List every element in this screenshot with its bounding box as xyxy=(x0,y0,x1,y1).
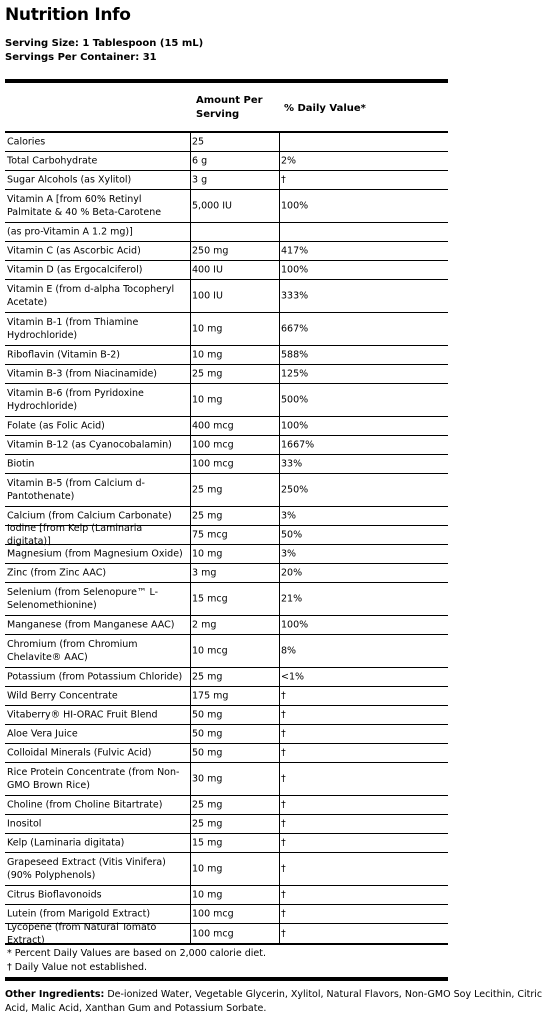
table-row xyxy=(5,687,448,706)
nutrient-daily-value: 500% xyxy=(281,394,309,406)
nutrient-name: Potassium (from Potassium Chloride) xyxy=(7,671,183,683)
amount-cell xyxy=(190,261,223,279)
nutrient-daily-value: † xyxy=(281,908,286,920)
daily-value-cell xyxy=(279,635,297,667)
nutrient-name: Kelp (Laminaria digitata) xyxy=(7,837,125,849)
daily-value-cell xyxy=(279,763,286,795)
nutrient-name: Magnesium (from Magnesium Oxide) xyxy=(7,548,183,560)
table-row xyxy=(5,921,448,946)
nutrient-daily-value: 417% xyxy=(281,245,309,257)
daily-value-cell xyxy=(279,346,309,364)
nutrient-name: Vitamin C (as Ascorbic Acid) xyxy=(7,245,141,257)
other-ingredients xyxy=(5,988,545,1016)
daily-value-cell xyxy=(279,886,286,904)
nutrient-amount: 10 mg xyxy=(192,349,223,361)
nutrient-daily-value: 1667% xyxy=(281,439,315,451)
nutrient-amount: 100 IU xyxy=(192,290,223,302)
amount-cell xyxy=(190,668,223,686)
table-row xyxy=(5,190,448,223)
nutrient-daily-value: 21% xyxy=(281,593,303,605)
nutrient-daily-value: 100% xyxy=(281,619,309,631)
nutrient-name: Zinc (from Zinc AAC) xyxy=(7,567,107,579)
table-row xyxy=(5,365,448,384)
nutrient-daily-value: 100% xyxy=(281,264,309,276)
table-row xyxy=(5,346,448,365)
amount-cell xyxy=(190,455,234,473)
table-row xyxy=(5,417,448,436)
nutrient-amount: 400 IU xyxy=(192,264,223,276)
footnote-daily-values: * Percent Daily Values are based on 2,000 calorie diet. xyxy=(7,948,266,959)
nutrient-name: Vitamin B-6 (from Pyridoxine Hydrochloride) xyxy=(7,388,144,412)
amount-cell xyxy=(190,365,223,383)
nutrient-amount: 175 mg xyxy=(192,690,229,702)
nutrient-name: Lutein (from Marigold Extract) xyxy=(7,908,151,920)
amount-cell xyxy=(190,545,223,563)
nutrient-name: (as pro-Vitamin A 1.2 mg)] xyxy=(7,226,133,238)
nutrient-daily-value: † xyxy=(281,174,286,186)
table-row xyxy=(5,583,448,616)
footnote-not-established: † Daily Value not established. xyxy=(7,962,148,973)
nutrient-amount: 10 mg xyxy=(192,548,223,560)
nutrient-daily-value: † xyxy=(281,889,286,901)
table-row xyxy=(5,763,448,796)
table-row xyxy=(5,545,448,564)
amount-cell xyxy=(190,763,223,795)
nutrient-daily-value: † xyxy=(281,728,286,740)
nutrient-amount: 400 mcg xyxy=(192,420,234,432)
amount-cell xyxy=(190,616,217,634)
amount-cell xyxy=(190,190,232,222)
nutrient-amount: 10 mcg xyxy=(192,645,228,657)
table-row xyxy=(5,455,448,474)
nutrient-daily-value: 667% xyxy=(281,323,309,335)
nutrient-amount: 100 mcg xyxy=(192,928,234,939)
nutrient-daily-value: 333% xyxy=(281,290,309,302)
nutrient-name: Wild Berry Concentrate xyxy=(7,690,118,702)
table-row xyxy=(5,280,448,313)
table-row xyxy=(5,635,448,668)
amount-cell xyxy=(190,507,223,525)
nutrient-amount: 25 xyxy=(192,136,205,148)
daily-value-cell xyxy=(279,133,280,151)
table-row xyxy=(5,796,448,815)
amount-cell xyxy=(190,905,234,923)
nutrient-amount: 100 mcg xyxy=(192,439,234,451)
nutrient-daily-value: † xyxy=(281,709,286,721)
nutrient-daily-value: 20% xyxy=(281,567,303,579)
nutrient-amount: 6 g xyxy=(192,155,208,167)
other-ingredients-label: Other Ingredients: xyxy=(5,989,105,1000)
table-row xyxy=(5,815,448,834)
nutrient-daily-value: † xyxy=(281,747,286,759)
table-row xyxy=(5,384,448,417)
nutrient-name: Vitamin A [from 60% Retinyl Palmitate & 40 % Beta-Carotene xyxy=(7,194,162,218)
table-row xyxy=(5,436,448,455)
nutrient-name: Riboflavin (Vitamin B-2) xyxy=(7,349,121,361)
nutrient-daily-value: 3% xyxy=(281,510,297,522)
amount-cell xyxy=(190,706,223,724)
nutrient-daily-value: † xyxy=(281,837,286,849)
daily-value-cell xyxy=(279,744,286,762)
nutrient-name: Citrus Bioflavonoids xyxy=(7,889,102,901)
daily-value-cell xyxy=(279,526,303,544)
nutrient-name: Biotin xyxy=(7,458,35,470)
daily-value-cell xyxy=(279,834,286,852)
amount-cell xyxy=(190,796,223,814)
nutrient-daily-value: 250% xyxy=(281,484,309,496)
daily-value-cell xyxy=(279,905,286,923)
nutrient-daily-value: 100% xyxy=(281,420,309,432)
nutrient-amount: 10 mg xyxy=(192,889,223,901)
amount-cell xyxy=(190,687,229,705)
daily-value-cell xyxy=(279,171,286,189)
nutrient-amount: 25 mg xyxy=(192,671,223,683)
amount-cell xyxy=(190,313,223,345)
daily-value-cell xyxy=(279,815,286,833)
nutrient-name: Inositol xyxy=(7,818,42,830)
nutrient-daily-value: 3% xyxy=(281,548,297,560)
amount-cell xyxy=(190,280,223,312)
amount-cell xyxy=(190,171,208,189)
amount-cell xyxy=(190,853,223,885)
nutrient-name: Vitamin D (as Ergocalciferol) xyxy=(7,264,143,276)
nutrient-name: Calcium (from Calcium Carbonate) xyxy=(7,510,172,522)
amount-cell xyxy=(190,417,234,435)
amount-cell xyxy=(190,635,228,667)
nutrient-amount: 10 mg xyxy=(192,323,223,335)
nutrient-name: Calories xyxy=(7,136,46,148)
daily-value-cell xyxy=(279,190,309,222)
daily-value-cell xyxy=(279,564,303,582)
daily-value-cell xyxy=(279,796,286,814)
amount-cell xyxy=(190,152,208,170)
table-row xyxy=(5,564,448,583)
nutrient-daily-value: † xyxy=(281,818,286,830)
nutrient-daily-value: <1% xyxy=(281,671,305,683)
nutrition-table-header xyxy=(5,83,448,133)
daily-value-cell xyxy=(279,474,309,506)
nutrient-name: Vitamin B-5 (from Calcium d-Pantothenate) xyxy=(7,478,145,502)
daily-value-cell xyxy=(279,384,309,416)
daily-value-cell xyxy=(279,853,286,885)
daily-value-cell xyxy=(279,242,309,260)
daily-value-cell xyxy=(279,583,303,615)
amount-cell xyxy=(190,564,217,582)
amount-cell xyxy=(190,242,229,260)
amount-cell xyxy=(190,924,234,943)
daily-value-cell xyxy=(279,687,286,705)
nutrient-amount: 5,000 IU xyxy=(192,200,232,212)
nutrient-name: Vitamin B-1 (from Thiamine Hydrochloride) xyxy=(7,317,139,341)
amount-cell xyxy=(190,834,223,852)
nutrient-name: Vitamin B-12 (as Cyanocobalamin) xyxy=(7,439,172,451)
table-row xyxy=(5,313,448,346)
table-row xyxy=(5,223,448,242)
nutrient-amount: 25 mg xyxy=(192,799,223,811)
amount-cell xyxy=(190,436,234,454)
nutrient-amount: 100 mcg xyxy=(192,458,234,470)
table-row xyxy=(5,171,448,190)
nutrient-daily-value: † xyxy=(281,690,286,702)
nutrient-name: Vitamin B-3 (from Niacinamide) xyxy=(7,368,158,380)
table-row xyxy=(5,668,448,687)
daily-value-cell xyxy=(279,223,280,241)
amount-cell xyxy=(190,886,223,904)
nutrient-daily-value: † xyxy=(281,928,286,939)
daily-value-cell xyxy=(279,261,309,279)
servings-per-container: Servings Per Container: 31 xyxy=(5,52,157,63)
daily-value-cell xyxy=(279,507,297,525)
serving-size: Serving Size: 1 Tablespoon (15 mL) xyxy=(5,38,204,49)
nutrient-amount: 2 mg xyxy=(192,619,217,631)
nutrient-amount: 25 mg xyxy=(192,818,223,830)
amount-per-serving-header: Amount Per Serving xyxy=(196,95,263,120)
amount-cell xyxy=(190,223,191,241)
nutrient-name: Vitamin E (from d-alpha Tocopheryl Acetate) xyxy=(7,284,175,308)
other-ingredients-text: De-ionized Water, Vegetable Glycerin, Xylitol, Natural Flavors, Non-GMO Soy Lecithin, Citric Acid, Malic Acid, Xanthan Gum and Potassium Sorbate. xyxy=(5,989,543,1014)
daily-value-cell xyxy=(279,280,309,312)
nutrition-panel xyxy=(5,79,448,981)
amount-cell xyxy=(190,815,223,833)
table-row xyxy=(5,834,448,853)
nutrient-name: Iodine [from Kelp (Laminaria digitata)] xyxy=(7,523,143,547)
nutrient-name: Lycopene (from Natural Tomato Extract) xyxy=(7,921,157,946)
table-row xyxy=(5,261,448,280)
nutrient-name: Aloe Vera Juice xyxy=(7,728,78,740)
daily-value-cell xyxy=(279,545,297,563)
nutrient-amount: 10 mg xyxy=(192,394,223,406)
nutrient-amount: 50 mg xyxy=(192,728,223,740)
table-row xyxy=(5,725,448,744)
table-row xyxy=(5,133,448,152)
table-row xyxy=(5,886,448,905)
amount-cell xyxy=(190,526,228,544)
nutrient-name: Colloidal Minerals (Fulvic Acid) xyxy=(7,747,152,759)
table-row xyxy=(5,853,448,886)
nutrition-table-body xyxy=(5,133,448,945)
nutrient-name: Sugar Alcohols (as Xylitol) xyxy=(7,174,132,186)
nutrient-daily-value: 8% xyxy=(281,645,297,657)
table-row xyxy=(5,744,448,763)
table-row xyxy=(5,523,448,547)
daily-value-cell xyxy=(279,152,297,170)
nutrient-name: Vitaberry® HI-ORAC Fruit Blend xyxy=(7,709,158,721)
nutrient-amount: 75 mcg xyxy=(192,529,228,541)
daily-value-cell xyxy=(279,725,286,743)
nutrient-amount: 15 mg xyxy=(192,837,223,849)
daily-value-cell xyxy=(279,924,286,943)
amount-cell xyxy=(190,583,228,615)
nutrient-daily-value: 33% xyxy=(281,458,303,470)
nutrient-name: Total Carbohydrate xyxy=(7,155,98,167)
nutrient-amount: 100 mcg xyxy=(192,908,234,920)
nutrient-amount: 25 mg xyxy=(192,484,223,496)
daily-value-cell xyxy=(279,313,309,345)
amount-cell xyxy=(190,744,223,762)
daily-value-cell xyxy=(279,616,309,634)
nutrient-amount: 50 mg xyxy=(192,709,223,721)
nutrient-name: Folate (as Folic Acid) xyxy=(7,420,105,432)
nutrient-daily-value: † xyxy=(281,863,286,875)
nutrient-daily-value: † xyxy=(281,799,286,811)
nutrient-amount: 3 mg xyxy=(192,567,217,579)
nutrient-amount: 25 mg xyxy=(192,510,223,522)
nutrient-amount: 250 mg xyxy=(192,245,229,257)
daily-value-cell xyxy=(279,706,286,724)
nutrient-name: Selenium (from Selenopure™ L-Selenomethionine) xyxy=(7,587,159,611)
daily-value-cell xyxy=(279,365,309,383)
daily-value-cell xyxy=(279,668,305,686)
nutrient-name: Manganese (from Manganese AAC) xyxy=(7,619,175,631)
nutrient-amount: 30 mg xyxy=(192,773,223,785)
amount-cell xyxy=(190,384,223,416)
nutrient-daily-value: 2% xyxy=(281,155,297,167)
nutrient-daily-value: 100% xyxy=(281,200,309,212)
nutrient-amount: 50 mg xyxy=(192,747,223,759)
nutrient-amount: 15 mcg xyxy=(192,593,228,605)
nutrient-amount: 10 mg xyxy=(192,863,223,875)
amount-cell xyxy=(190,346,223,364)
nutrient-name: Grapeseed Extract (Vitis Vinifera) (90% Polyphenols) xyxy=(7,857,166,881)
daily-value-cell xyxy=(279,436,315,454)
table-row xyxy=(5,616,448,635)
nutrient-daily-value: † xyxy=(281,773,286,785)
table-row xyxy=(5,152,448,171)
daily-value-cell xyxy=(279,417,309,435)
amount-cell xyxy=(190,133,205,151)
amount-cell xyxy=(190,474,223,506)
daily-value-cell xyxy=(279,455,303,473)
page-title: Nutrition Info xyxy=(5,5,131,25)
nutrient-daily-value: 50% xyxy=(281,529,303,541)
nutrient-daily-value: 588% xyxy=(281,349,309,361)
nutrient-name: Rice Protein Concentrate (from Non-GMO Brown Rice) xyxy=(7,767,180,791)
nutrient-amount: 3 g xyxy=(192,174,208,186)
daily-value-header: % Daily Value* xyxy=(284,103,366,114)
table-row xyxy=(5,242,448,261)
amount-cell xyxy=(190,725,223,743)
nutrient-name: Choline (from Choline Bitartrate) xyxy=(7,799,163,811)
nutrient-daily-value: 125% xyxy=(281,368,309,380)
table-row xyxy=(5,706,448,725)
nutrient-name: Chromium (from Chromium Chelavite® AAC) xyxy=(7,639,138,663)
nutrient-amount: 25 mg xyxy=(192,368,223,380)
footnotes xyxy=(5,945,448,981)
table-row xyxy=(5,474,448,507)
